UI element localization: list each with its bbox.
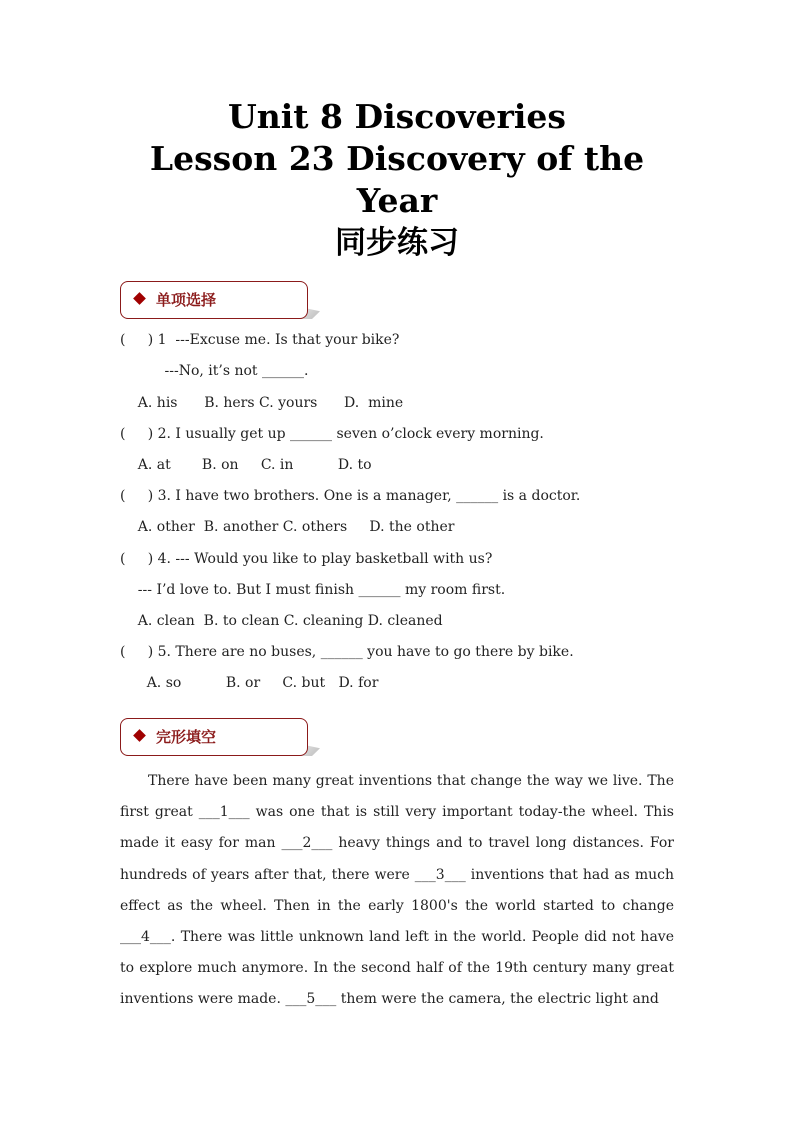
question-2: ( ) 2. I usually get up ______ seven o’clock every morning. [120,426,544,442]
question-5: ( ) 5. There are no buses, ______ you have to go there by bike. [120,644,574,660]
title-lesson-cont: Year [356,181,438,220]
question-3-options: A. other B. another C. others D. the other [120,519,455,535]
section-label-cloze: 完形填空 [156,728,217,746]
worksheet-title [120,96,674,264]
section-header-choice [120,281,320,321]
cloze-passage: There have been many great inventions that change the way we live. The first great ___1___ was one that is still very important today-the wheel. This made it easy for man ___2___ heavy things and to travel long distances. For hundreds of years after that, there were ___3___ inventions that had as much effect as the wheel. Then in the early 1800's the world started to change ___4___. There was little unknown land left in the world. People did not have to explore much anymore. In the second half of the 19th century many great inventions were made. ___5___ them were the camera, the electric light and [120,773,674,1008]
question-4: ( ) 4. --- Would you like to play basketball with us? [120,551,493,567]
question-5-options: A. so B. or C. but D. for [120,675,379,691]
question-4-reply: --- I’d love to. But I must finish ______ my room first. [120,582,506,598]
question-3: ( ) 3. I have two brothers. One is a manager, ______ is a doctor. [120,488,581,504]
question-1: ( ) 1 ---Excuse me. Is that your bike? [120,332,400,348]
section-label-choice: 单项选择 [156,291,217,309]
title-practice: 同步练习 [335,225,459,261]
section-header-cloze [120,718,320,758]
question-1-reply: ---No, it’s not ______. [120,363,309,379]
question-1-options: A. his B. hers C. yours D. mine [120,395,404,411]
title-unit: Unit 8 Discoveries [228,97,566,136]
question-4-options: A. clean B. to clean C. cleaning D. cleaned [120,613,443,629]
title-lesson: Lesson 23 Discovery of the [149,139,645,178]
question-2-options: A. at B. on C. in D. to [120,457,372,473]
